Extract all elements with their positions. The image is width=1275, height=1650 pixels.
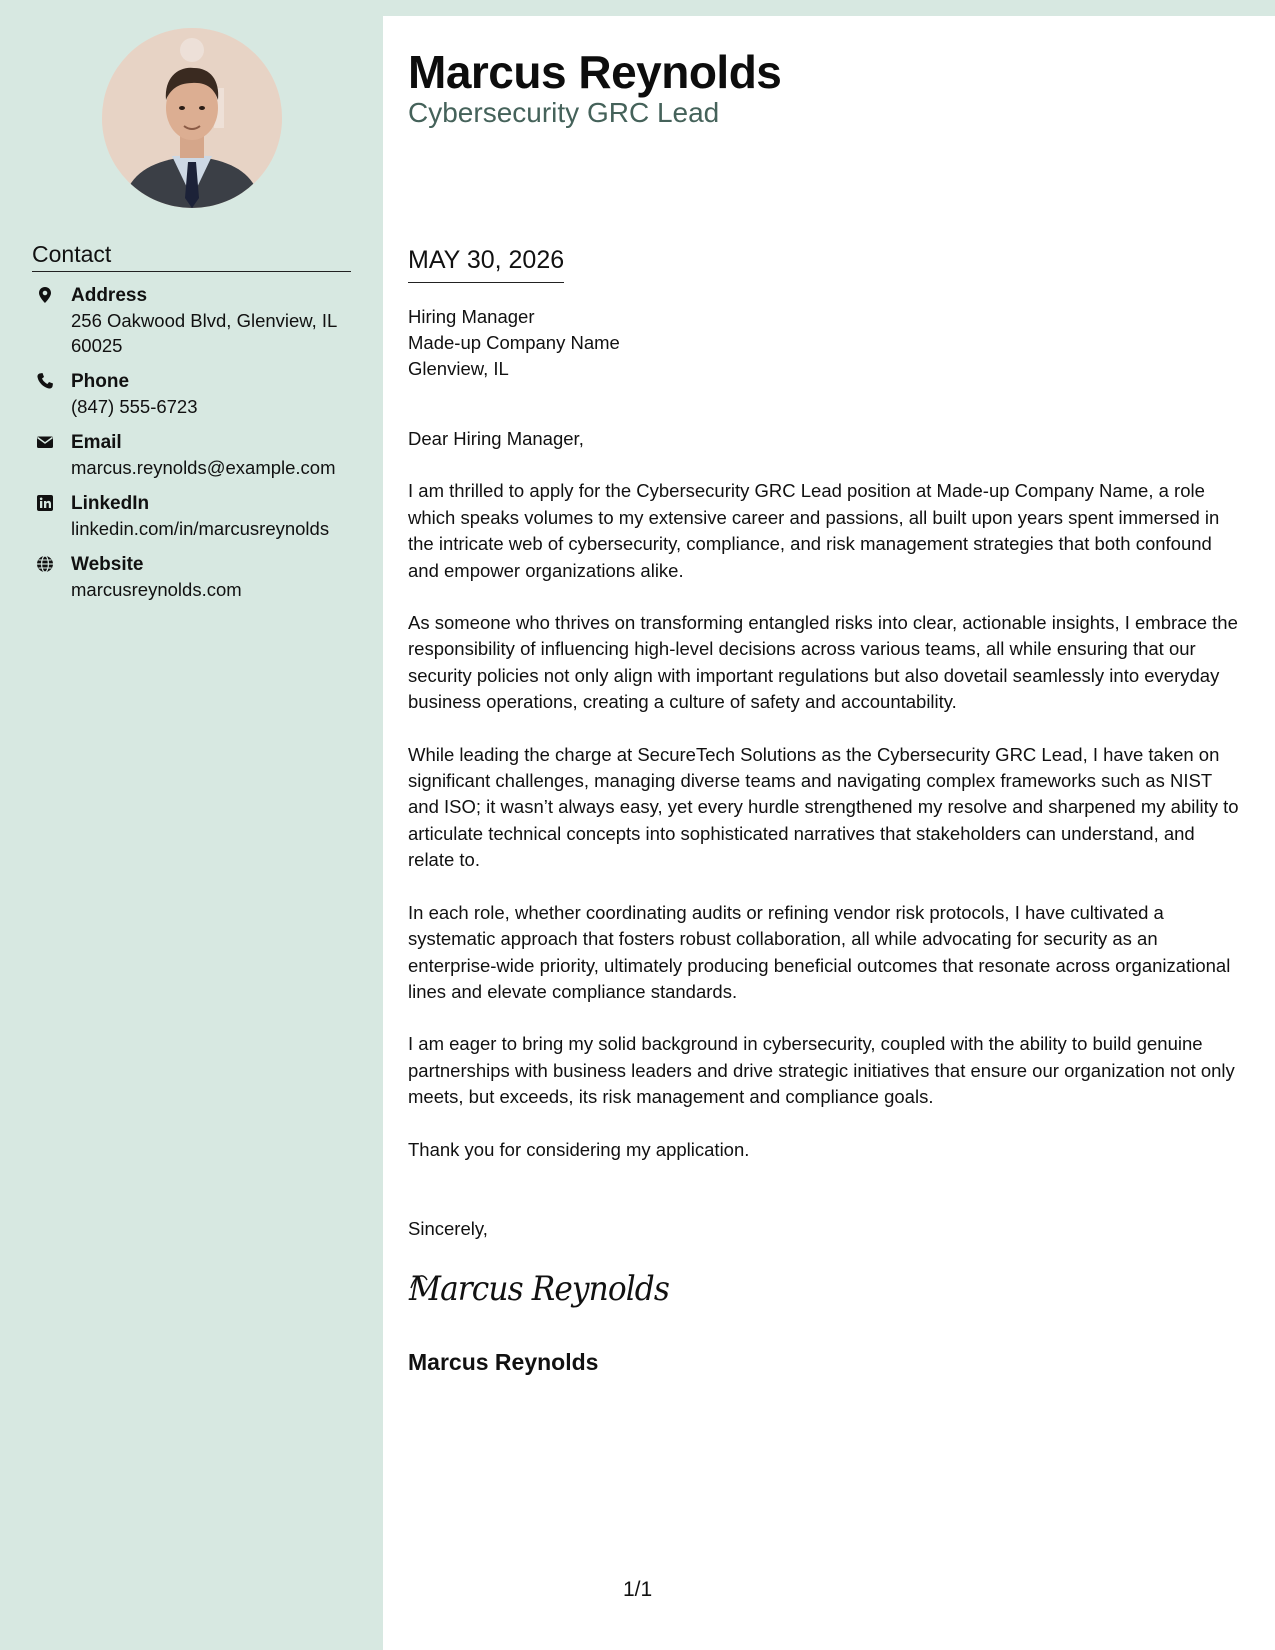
recipient-line: Glenview, IL [408,358,509,379]
body-paragraph: As someone who thrives on transforming entangled risks into clear, actionable insights, I embrace the responsibility of influencing high-level decisions across various teams, all while ensuring that our security policies not only align with important regulations but also dovetail seamlessly into everyday business operations, creating a culture of safety and accountability. [408,612,1238,713]
body-paragraph: While leading the charge at SecureTech Solutions as the Cybersecurity GRC Lead, I have taken on significant challenges, managing diverse teams and navigating complex frameworks such as NIST and ISO; it wasn’t always easy, yet every hurdle strengthened my resolve and sharpened my ability to articulate technical concepts into sophisticated narratives that stakeholders can understand, and relate to. [408,743,1239,871]
sidebar [0,0,383,1650]
page-number: 1/1 [623,1578,653,1601]
contact-item-website [32,552,362,602]
contact-list [32,283,362,613]
body-paragraph: In each role, whether coordinating audits or refining vendor risk protocols, I have cultivated a systematic approach that fosters robust collaboration, all while advocating for security as an enterprise-wide priority, ultimately producing beneficial outcomes that resonate across organizational lines and elevate compliance standards. [408,901,1231,1002]
signature-image [405,1258,675,1318]
contact-heading: Contact [32,241,351,272]
linkedin-icon [36,494,54,512]
recipient-line: Made-up Company Name [408,332,620,353]
envelope-icon [36,433,54,451]
applicant-name: Marcus Reynolds [408,46,782,98]
svg-text:Marcus Reynolds: Marcus Reynolds [408,1269,670,1309]
recipient-line: Hiring Manager [408,306,535,327]
letter-main [383,16,1275,1650]
letter-date: MAY 30, 2026 [408,244,564,283]
globe-icon [36,555,54,573]
signed-name: Marcus Reynolds [408,1349,599,1375]
phone-icon [36,372,54,390]
contact-label: Website [71,554,144,575]
email-value[interactable]: marcus.reynolds@example.com [71,457,336,478]
contact-item-phone [32,369,362,419]
salutation: Dear Hiring Manager, [408,428,584,449]
contact-label: Phone [71,371,130,392]
contact-label: LinkedIn [71,493,150,514]
contact-item-email [32,430,362,480]
contact-item-address [32,283,362,358]
closing: Sincerely, [408,1218,488,1239]
contact-item-linkedin [32,491,362,541]
website-value[interactable]: marcusreynolds.com [71,579,242,600]
phone-value[interactable]: (847) 555-6723 [71,396,198,417]
letter-body [408,426,1243,1189]
recipient-block [408,304,620,382]
body-paragraph: I am thrilled to apply for the Cybersecurity GRC Lead position at Made-up Company Name, a role which speaks volumes to my extensive career and passions, all built upon years spent immersed in the intricate web of cybersecurity, compliance, and risk management strategies that both confound and empower organizations alike. [408,480,1220,581]
applicant-role: Cybersecurity GRC Lead [408,97,720,128]
body-paragraph: Thank you for considering my application. [408,1138,750,1160]
contact-label: Address [71,285,148,306]
body-paragraph: I am eager to bring my solid background in cybersecurity, coupled with the ability to build genuine partnerships with business leaders and drive strategic initiatives that ensure our organization not only meets, but exceeds, its risk management and compliance goals. [408,1033,1235,1108]
profile-photo [102,28,282,208]
contact-label: Email [71,432,122,453]
address-value: 256 Oakwood Blvd, Glenview, IL 60025 [71,310,337,356]
linkedin-value[interactable]: linkedin.com/in/marcusreynolds [71,518,330,539]
location-pin-icon [36,286,54,304]
